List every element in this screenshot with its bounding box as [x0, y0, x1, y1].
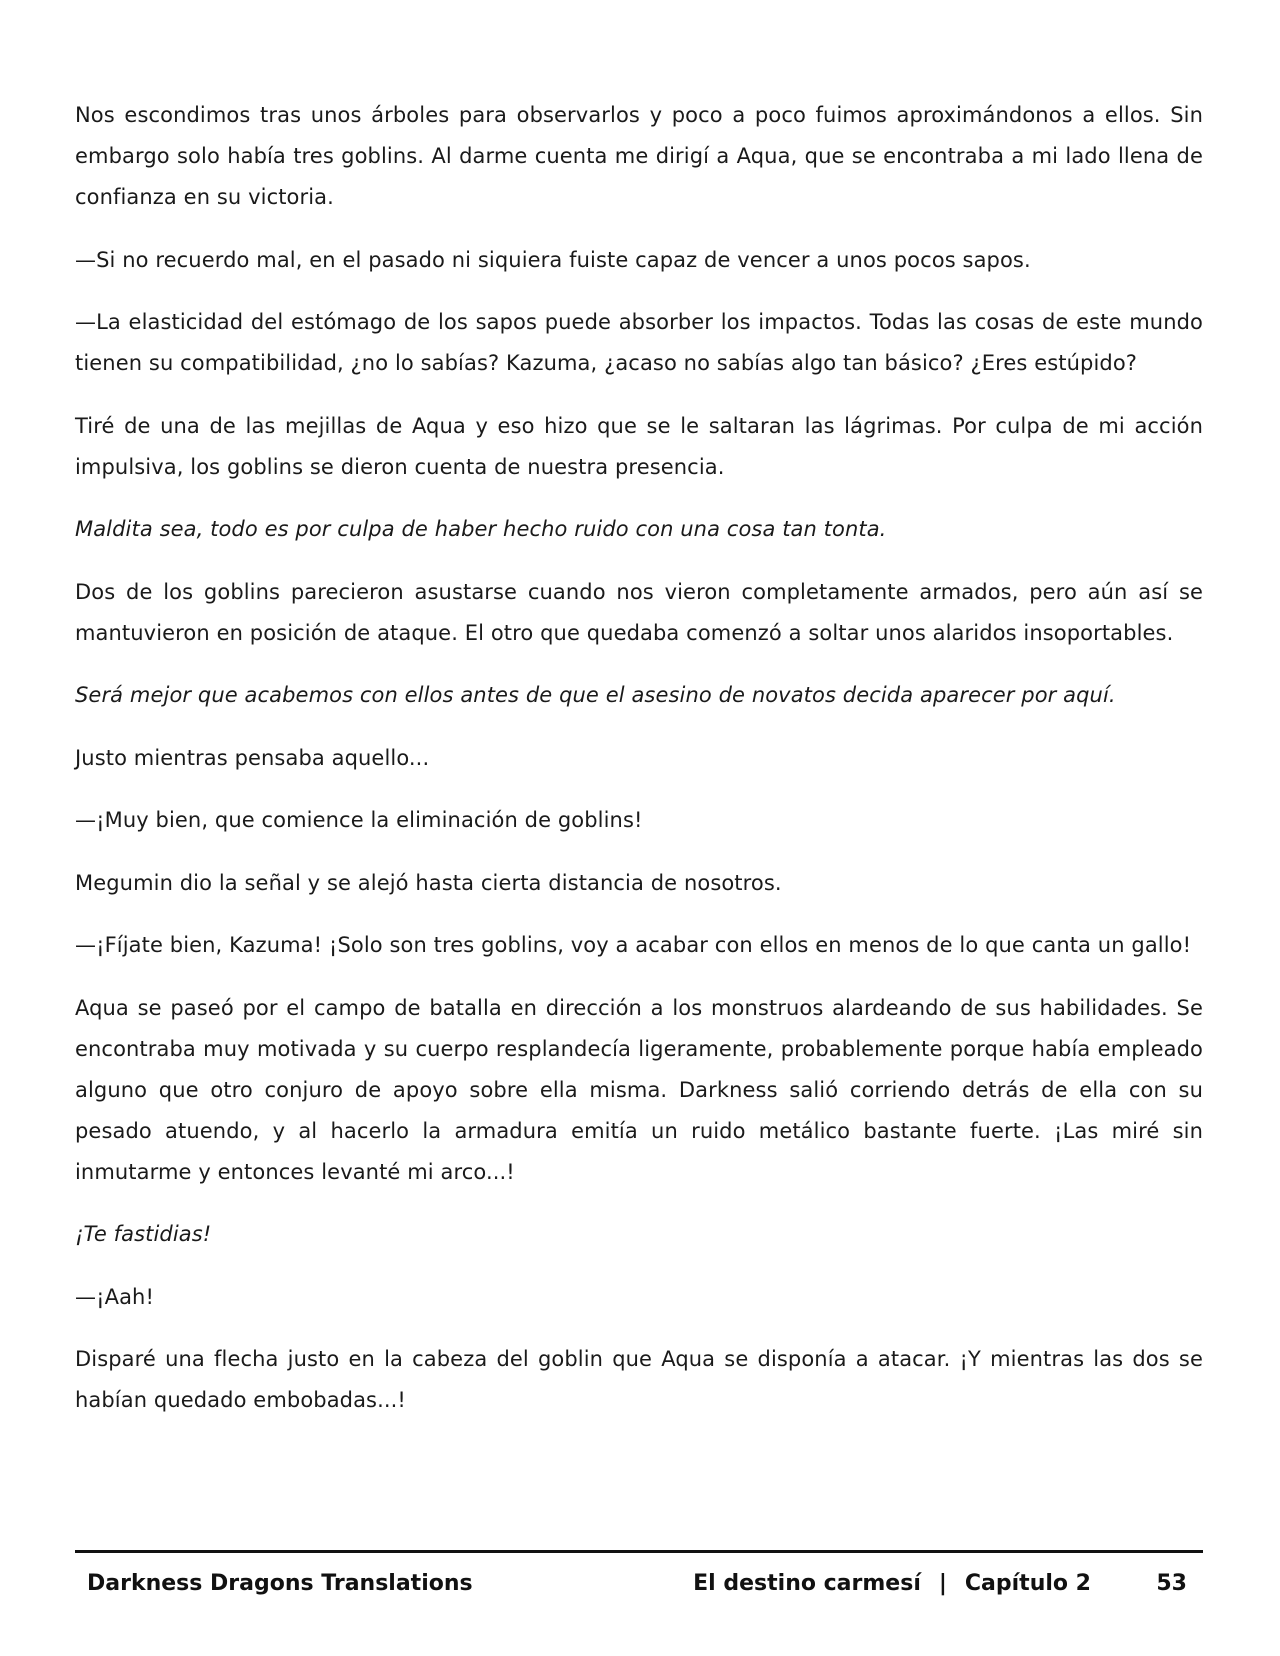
footer-chapter: Capítulo 2	[964, 1571, 1091, 1596]
paragraph: —Si no recuerdo mal, en el pasado ni siquiera fuiste capaz de vencer a unos pocos sapos.	[75, 247, 1031, 272]
footer-publisher: Darkness Dragons Translations	[87, 1571, 473, 1596]
footer-page-number: 53	[1156, 1571, 1187, 1596]
footer-book-title: El destino carmesí	[693, 1571, 921, 1596]
italic-thought-paragraph: Maldita sea, todo es por culpa de haber hecho ruido con una cosa tan tonta.	[75, 517, 887, 541]
paragraph: —La elasticidad del estómago de los sapos puede absorber los impactos. Todas las cosas de este mundo tienen su compatibilidad, ¿no lo sabías? Kazuma, ¿acaso no sabías algo tan básico? ¿Eres estúpido?	[75, 310, 1203, 375]
italic-thought-paragraph: ¡Te fastidias!	[75, 1222, 212, 1246]
footer-book-info	[693, 1571, 1091, 1596]
paragraph: Tiré de una de las mejillas de Aqua y eso hizo que se le saltaran las lágrimas. Por culpa de mi acción impulsiva, los goblins se dieron cuenta de nuestra presencia.	[75, 413, 1203, 479]
page-body	[75, 95, 1203, 1443]
paragraph: Justo mientras pensaba aquello...	[75, 745, 430, 770]
paragraph: —¡Aah!	[75, 1284, 154, 1309]
paragraph: Nos escondimos tras unos árboles para observarlos y poco a poco fuimos aproximándonos a ellos. Sin embargo solo había tres goblins. Al darme cuenta me dirigí a Aqua, que se encontraba a mi lado llena de confianza en su victoria.	[75, 103, 1203, 209]
paragraph: —¡Fíjate bien, Kazuma! ¡Solo son tres goblins, voy a acabar con ellos en menos de lo que canta un gallo!	[75, 933, 1192, 957]
paragraph: Disparé una flecha justo en la cabeza del goblin que Aqua se disponía a atacar. ¡Y mientras las dos se habían quedado embobadas...!	[75, 1347, 1203, 1412]
paragraph: Megumin dio la señal y se alejó hasta cierta distancia de nosotros.	[75, 870, 782, 895]
footer-separator: |	[938, 1571, 947, 1596]
paragraph: —¡Muy bien, que comience la eliminación de goblins!	[75, 808, 643, 832]
page-footer	[75, 1550, 1203, 1613]
paragraph: Aqua se paseó por el campo de batalla en dirección a los monstruos alardeando de sus habilidades. Se encontraba muy motivada y su cuerpo resplandecía ligeramente, probablemente porque había empleado alguno que otro conjuro de apoyo sobre ella misma. Darkness salió corriendo detrás de ella con su pesado atuendo, y al hacerlo la armadura emitía un ruido metálico bastante fuerte. ¡Las miré sin inmutarme y entonces levanté mi arco...!	[75, 995, 1203, 1184]
italic-thought-paragraph: Será mejor que acabemos con ellos antes de que el asesino de novatos decida aparecer por aquí.	[75, 683, 1116, 707]
paragraph: Dos de los goblins parecieron asustarse cuando nos vieron completamente armados, pero aún así se mantuvieron en posición de ataque. El otro que quedaba comenzó a soltar unos alaridos insoportables.	[75, 579, 1203, 645]
